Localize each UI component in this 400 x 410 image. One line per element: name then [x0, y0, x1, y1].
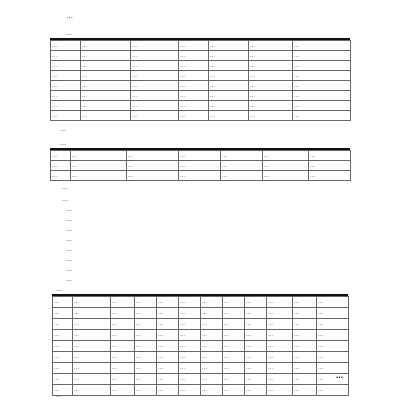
table-1-row: [51, 41, 351, 51]
table-cell: …: [267, 385, 293, 396]
table-cell: …: [201, 341, 223, 352]
table-cell: …: [131, 61, 179, 71]
table-cell: …: [179, 308, 201, 319]
table-cell: …: [293, 330, 317, 341]
table-cell: …: [221, 171, 263, 181]
table-cell: …: [179, 363, 201, 374]
table-cell: …: [51, 61, 81, 71]
table-cell: …: [135, 330, 157, 341]
table-cell: …: [131, 71, 179, 81]
table-1: [50, 40, 351, 121]
table-cell: …: [179, 352, 201, 363]
table-cell: …: [223, 297, 245, 308]
table-3-row: [53, 385, 349, 396]
body-text-line: …: [66, 236, 72, 243]
table-3-row: [53, 308, 349, 319]
table-cell: …: [245, 374, 267, 385]
table-cell: …: [263, 151, 309, 161]
table-cell: …: [267, 319, 293, 330]
table-cell: …: [73, 363, 111, 374]
table-cell: …: [179, 385, 201, 396]
table-cell: …: [267, 363, 293, 374]
table-cell: …: [249, 111, 293, 121]
table-cell: …: [245, 385, 267, 396]
table-3-caption: …: [56, 286, 62, 293]
table-3-row: [53, 374, 349, 385]
table-cell: …: [179, 297, 201, 308]
table-cell: …: [245, 352, 267, 363]
table-cell: …: [51, 161, 71, 171]
table-cell: …: [73, 341, 111, 352]
table-cell: …: [293, 319, 317, 330]
body-text-line: …: [62, 196, 68, 203]
table-cell: …: [267, 330, 293, 341]
table-cell: …: [73, 308, 111, 319]
table-cell: …: [51, 111, 81, 121]
table-cell: …: [73, 319, 111, 330]
table-cell: …: [71, 161, 127, 171]
table-cell: …: [249, 101, 293, 111]
table-cell: …: [131, 101, 179, 111]
table-cell: …: [245, 341, 267, 352]
page-number: …: [336, 372, 343, 380]
body-text-line: …: [66, 226, 72, 233]
table-2-row: [51, 161, 351, 171]
table-cell: …: [81, 71, 131, 81]
table-cell: …: [157, 352, 179, 363]
table-1-row: [51, 91, 351, 101]
table-cell: …: [179, 81, 209, 91]
table-cell: …: [111, 374, 135, 385]
table-cell: …: [111, 330, 135, 341]
table-cell: …: [209, 61, 249, 71]
table-1-row: [51, 81, 351, 91]
body-text-line: …: [66, 246, 72, 253]
table-cell: …: [249, 41, 293, 51]
table-cell: …: [263, 161, 309, 171]
table-cell: …: [223, 319, 245, 330]
table-cell: …: [267, 352, 293, 363]
body-text-line: …: [66, 276, 72, 283]
table-cell: …: [209, 51, 249, 61]
table-1-row: [51, 111, 351, 121]
table-cell: …: [131, 111, 179, 121]
body-text-line: …: [66, 216, 72, 223]
subsection-3-heading: …: [62, 184, 68, 191]
table-cell: …: [249, 81, 293, 91]
table-cell: …: [293, 363, 317, 374]
section-heading: …: [66, 12, 73, 20]
table-2-row: [51, 171, 351, 181]
table-cell: …: [293, 101, 351, 111]
table-2-row: [51, 151, 351, 161]
table-cell: …: [201, 319, 223, 330]
body-text-line: …: [66, 256, 72, 263]
table-cell: …: [111, 319, 135, 330]
table-cell: …: [51, 81, 81, 91]
table-cell: …: [317, 297, 349, 308]
table-cell: …: [201, 308, 223, 319]
table-cell: …: [81, 61, 131, 71]
table-cell: …: [73, 330, 111, 341]
table-cell: …: [309, 151, 351, 161]
table-cell: …: [111, 297, 135, 308]
table-cell: …: [263, 171, 309, 181]
body-text-line: …: [66, 266, 72, 273]
table-cell: …: [209, 91, 249, 101]
table-cell: …: [73, 297, 111, 308]
table-cell: …: [157, 374, 179, 385]
table-cell: …: [127, 151, 179, 161]
table-cell: …: [51, 101, 81, 111]
table-cell: …: [267, 297, 293, 308]
table-cell: …: [293, 111, 351, 121]
table-1-row: [51, 101, 351, 111]
table-cell: …: [81, 101, 131, 111]
table-cell: …: [209, 41, 249, 51]
table-cell: …: [111, 308, 135, 319]
table-cell: …: [71, 151, 127, 161]
table-3-footnote: …: [56, 393, 61, 399]
table-cell: …: [249, 61, 293, 71]
table-cell: …: [201, 352, 223, 363]
table-cell: …: [179, 171, 221, 181]
table-cell: …: [135, 341, 157, 352]
table-cell: …: [317, 308, 349, 319]
table-cell: …: [293, 51, 351, 61]
table-cell: …: [293, 374, 317, 385]
table-cell: …: [201, 385, 223, 396]
table-cell: …: [293, 341, 317, 352]
table-cell: …: [245, 363, 267, 374]
table-cell: …: [223, 385, 245, 396]
table-cell: …: [309, 171, 351, 181]
table-cell: …: [53, 308, 73, 319]
table-cell: …: [81, 41, 131, 51]
table-cell: …: [135, 374, 157, 385]
body-text-line: …: [66, 206, 72, 213]
table-cell: …: [223, 308, 245, 319]
table-cell: …: [179, 91, 209, 101]
table-cell: …: [179, 61, 209, 71]
table-cell: …: [317, 385, 349, 396]
table-3-row: [53, 341, 349, 352]
table-2-caption: …: [60, 140, 66, 147]
table-cell: …: [53, 352, 73, 363]
table-cell: …: [179, 111, 209, 121]
table-cell: …: [209, 111, 249, 121]
table-cell: …: [245, 297, 267, 308]
table-cell: …: [293, 385, 317, 396]
table-cell: …: [135, 308, 157, 319]
table-cell: …: [51, 171, 71, 181]
table-cell: …: [157, 319, 179, 330]
table-cell: …: [111, 352, 135, 363]
table-cell: …: [131, 81, 179, 91]
table-cell: …: [179, 71, 209, 81]
table-cell: …: [249, 71, 293, 81]
table-cell: …: [179, 41, 209, 51]
table-3-row: [53, 330, 349, 341]
table-cell: …: [53, 374, 73, 385]
table-cell: …: [51, 151, 71, 161]
subsection-2-heading: …: [60, 126, 66, 133]
table-cell: …: [209, 101, 249, 111]
table-cell: …: [293, 41, 351, 51]
table-cell: …: [53, 341, 73, 352]
table-1-row: [51, 71, 351, 81]
table-cell: …: [179, 374, 201, 385]
table-cell: …: [293, 308, 317, 319]
table-cell: …: [135, 319, 157, 330]
table-cell: …: [267, 374, 293, 385]
table-cell: …: [53, 319, 73, 330]
table-3-row: [53, 319, 349, 330]
table-cell: …: [293, 71, 351, 81]
table-cell: …: [157, 341, 179, 352]
table-cell: …: [267, 341, 293, 352]
table-cell: …: [157, 330, 179, 341]
table-cell: …: [131, 51, 179, 61]
table-cell: …: [179, 161, 221, 171]
table-cell: …: [81, 111, 131, 121]
table-cell: …: [293, 91, 351, 101]
table-1-row: [51, 61, 351, 71]
table-cell: …: [157, 385, 179, 396]
table-cell: …: [157, 308, 179, 319]
table-cell: …: [111, 385, 135, 396]
table-cell: …: [223, 363, 245, 374]
table-cell: …: [317, 374, 349, 385]
table-cell: …: [179, 319, 201, 330]
table-cell: …: [317, 330, 349, 341]
table-cell: …: [201, 363, 223, 374]
table-cell: …: [249, 91, 293, 101]
table-cell: …: [157, 297, 179, 308]
table-cell: …: [51, 71, 81, 81]
table-cell: …: [53, 385, 73, 396]
table-cell: …: [131, 41, 179, 51]
table-cell: …: [73, 385, 111, 396]
table-cell: …: [317, 319, 349, 330]
table-cell: …: [223, 374, 245, 385]
table-cell: …: [249, 51, 293, 61]
table-cell: …: [317, 341, 349, 352]
table-cell: …: [53, 297, 73, 308]
table-cell: …: [135, 352, 157, 363]
table-cell: …: [201, 297, 223, 308]
table-cell: …: [53, 330, 73, 341]
table-3: [52, 296, 349, 396]
table-cell: …: [221, 161, 263, 171]
table-cell: …: [111, 363, 135, 374]
table-cell: …: [53, 363, 73, 374]
table-cell: …: [157, 363, 179, 374]
table-cell: …: [267, 308, 293, 319]
table-cell: …: [135, 385, 157, 396]
table-cell: …: [135, 297, 157, 308]
table-cell: …: [131, 91, 179, 101]
table-cell: …: [179, 151, 221, 161]
table-cell: …: [135, 363, 157, 374]
table-cell: …: [81, 91, 131, 101]
table-cell: …: [81, 51, 131, 61]
table-cell: …: [293, 61, 351, 71]
table-cell: …: [179, 330, 201, 341]
table-cell: …: [223, 330, 245, 341]
table-cell: …: [309, 161, 351, 171]
table-2: [50, 150, 351, 181]
table-3-row: [53, 297, 349, 308]
table-cell: …: [245, 330, 267, 341]
table-cell: …: [223, 341, 245, 352]
table-cell: …: [201, 330, 223, 341]
table-cell: …: [245, 308, 267, 319]
table-cell: …: [201, 374, 223, 385]
table-cell: …: [51, 41, 81, 51]
table-cell: …: [73, 374, 111, 385]
table-cell: …: [51, 51, 81, 61]
table-cell: …: [317, 352, 349, 363]
table-cell: …: [317, 363, 349, 374]
table-1-caption: …: [66, 30, 72, 37]
table-cell: …: [179, 51, 209, 61]
table-cell: …: [221, 151, 263, 161]
table-cell: …: [127, 171, 179, 181]
table-1-row: [51, 51, 351, 61]
table-cell: …: [179, 101, 209, 111]
table-cell: …: [81, 81, 131, 91]
table-cell: …: [209, 81, 249, 91]
table-3-row: [53, 352, 349, 363]
table-cell: …: [51, 91, 81, 101]
table-cell: …: [179, 341, 201, 352]
table-cell: …: [71, 171, 127, 181]
table-cell: …: [223, 352, 245, 363]
table-3-row: [53, 363, 349, 374]
table-cell: …: [293, 352, 317, 363]
table-cell: …: [127, 161, 179, 171]
table-cell: …: [111, 341, 135, 352]
table-cell: …: [73, 352, 111, 363]
table-cell: …: [245, 319, 267, 330]
table-cell: …: [293, 81, 351, 91]
table-cell: …: [209, 71, 249, 81]
table-cell: …: [293, 297, 317, 308]
